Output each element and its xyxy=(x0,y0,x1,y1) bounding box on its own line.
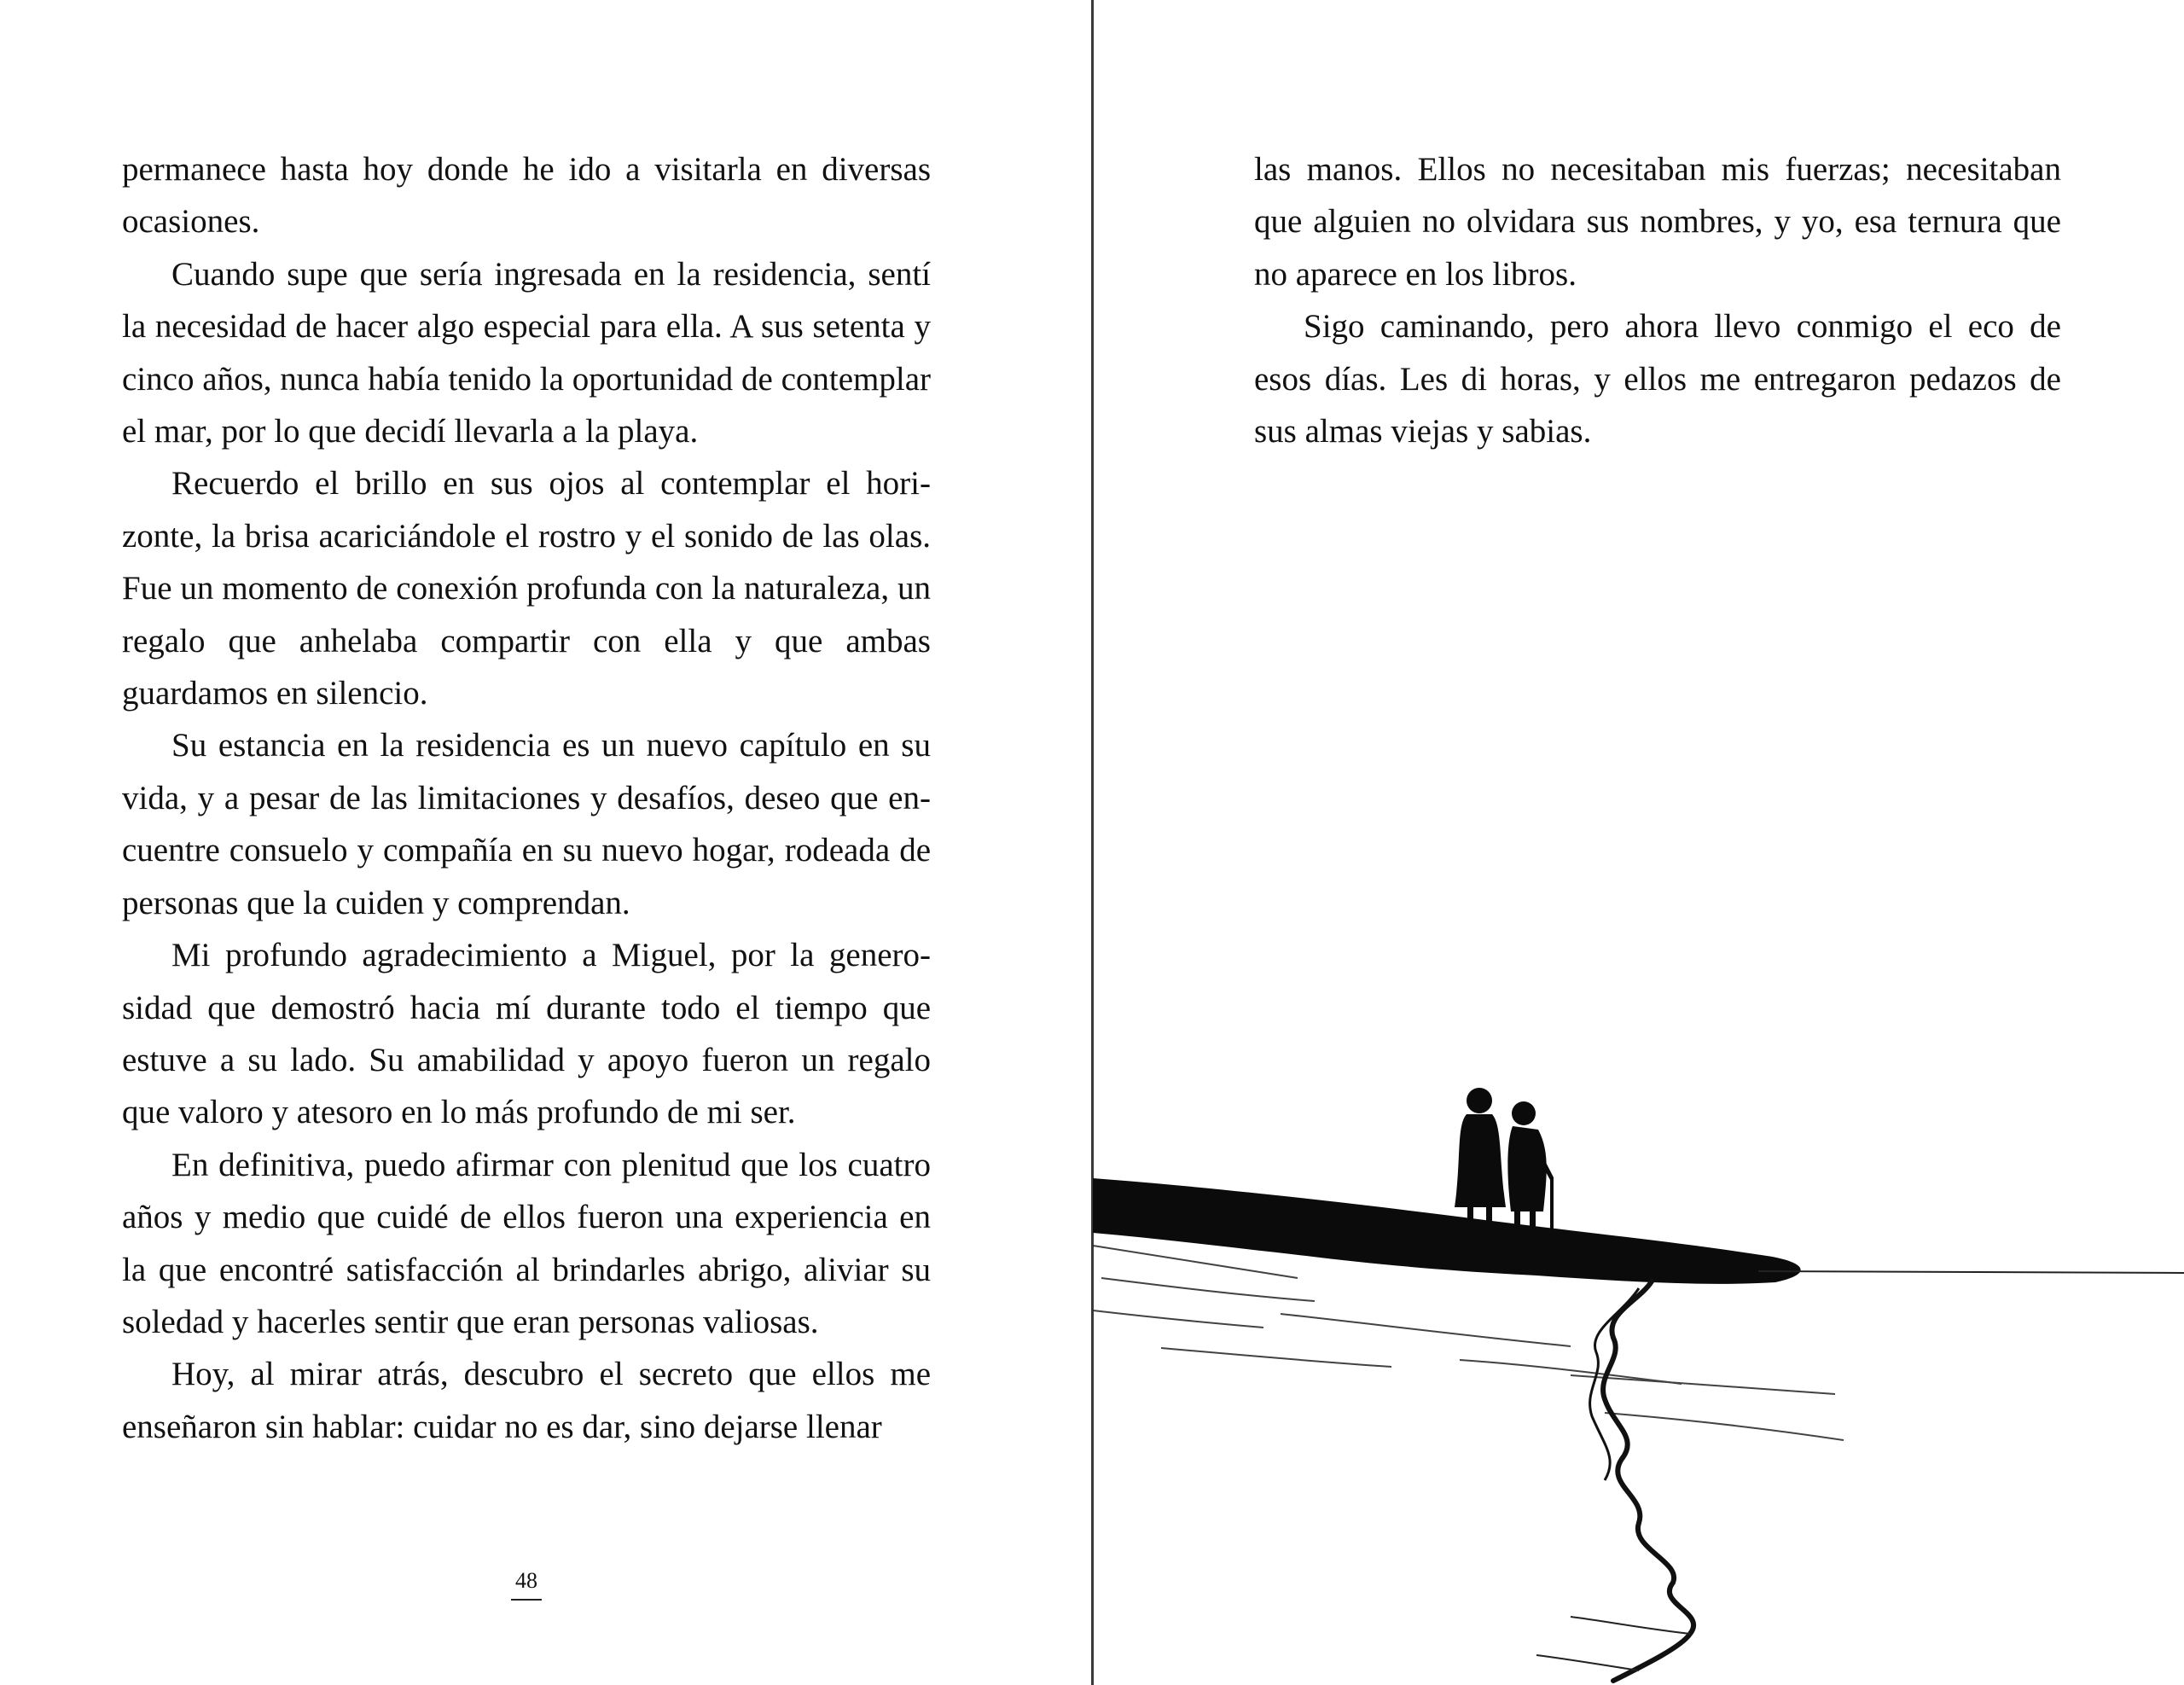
paragraph: Cuando supe que sería ingresada en la residencia, sentí la necesidad de hacer algo especial para ella. A sus setenta y cinco años, nunca había tenido la oportunidad de contemplar el mar, por lo que decidí llevarla a la playa. xyxy=(122,255,931,450)
paragraph: permanece hasta hoy donde he ido a visitarla en diversas ocasiones. xyxy=(122,151,931,241)
paragraph: En definitiva, puedo afirmar con plenitud que los cuatro años y medio que cuidé de ellos fueron una experiencia en la que encontré satisfacción al brindarles abrigo, aliviar su soledad y hacerles sentir que eran personas valiosas. xyxy=(122,1146,931,1340)
right-page-text xyxy=(1254,143,2061,457)
paragraph: Recuerdo el brillo en sus ojos al contemplar el horizonte, la brisa acariciándole el rostro y el sonido de las olas. Fue un momento de conexión profunda con la naturaleza, un regalo que anhelaba compartir con ella y que ambas guardamos en silencio. xyxy=(122,465,931,712)
paragraph: las manos. Ellos no necesitaban mis fuerzas; necesitaban que alguien no olvidara sus nombres, y yo, esa ternura que no aparece en los libros. xyxy=(1254,151,2061,293)
page-number-underline xyxy=(511,1599,542,1601)
shoreline-illustration xyxy=(1093,1058,2184,1685)
paragraph: Hoy, al mirar atrás, descubro el secreto que ellos me enseñaron sin hablar: cuidar no es dar, sino dejarse llenar xyxy=(122,1356,931,1445)
water-reflection xyxy=(1603,1281,1693,1681)
left-page-text xyxy=(122,143,931,1453)
paragraph: Su estancia en la residencia es un nuevo capítulo en su vida, y a pesar de las limitaciones y desafíos, deseo que encuentre consuelo y compañía en su nuevo hogar, rodeada de personas que la cuiden y comprendan. xyxy=(122,727,931,921)
couple-silhouette xyxy=(1455,1088,1554,1237)
horizon-line xyxy=(1758,1271,2184,1273)
page-number: 48 xyxy=(515,1568,537,1593)
paragraph: Sigo caminando, pero ahora llevo conmigo el eco de esos días. Les di horas, y ellos me entregaron pedazos de sus almas viejas y sabias. xyxy=(1254,308,2061,450)
paragraph: Mi profundo agradecimiento a Miguel, por la generosidad que demostró hacia mí durante todo el tiempo que estuve a su lado. Su amabilidad y apoyo fueron un regalo que valoro y atesoro en lo más profundo de mi ser. xyxy=(122,937,931,1131)
